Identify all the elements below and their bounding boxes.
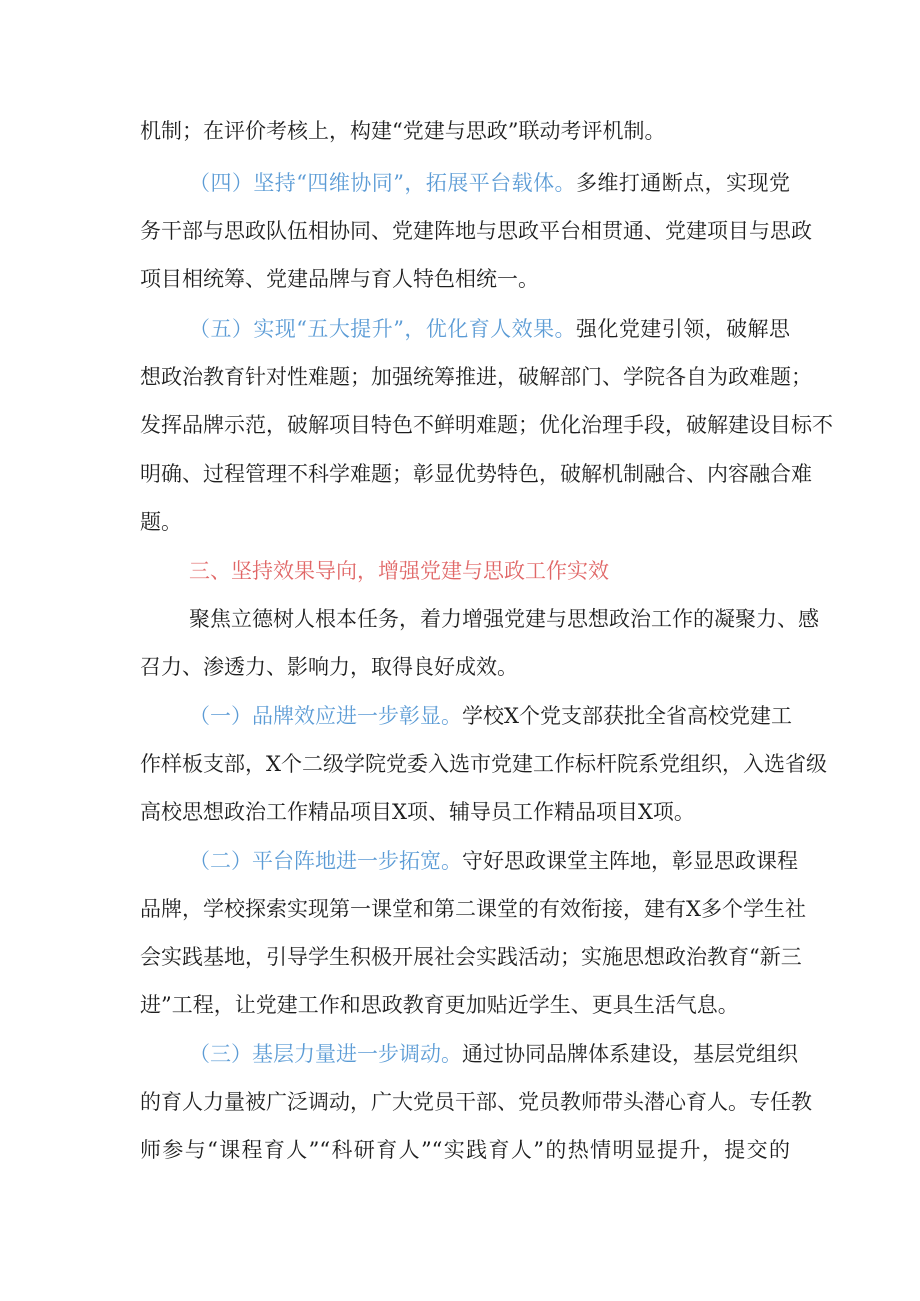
subheading-line (189, 701, 790, 731)
paragraph-line: 明确、过程管理不科学难题；彰显优势特色，破解机制融合、内容融合难 (140, 462, 812, 486)
paragraph-text: 多维打通断点，实现党 (575, 171, 790, 195)
paragraph-line: 的育人力量被广泛调动，广大党员干部、党员教师带头潜心育人。专任教 (140, 1090, 812, 1114)
paragraph-line: 聚焦立德树人根本任务，着力增强党建与思想政治工作的凝聚力、感 (189, 607, 819, 631)
paragraph-line: 机制；在评价考核上，构建“党建与思政”联动考评机制。 (140, 119, 666, 143)
paragraph-text: 通过协同品牌体系建设，基层党组织 (462, 1042, 798, 1066)
subheading-five: （五）实现“五大提升”，优化育人效果。 (189, 317, 576, 341)
paragraph-line: 项目相统筹、党建品牌与育人特色相统一。 (140, 267, 539, 291)
subheading-one: （一）品牌效应进一步彰显。 (189, 704, 462, 728)
paragraph-text: 强化党建引领，破解思 (575, 317, 790, 341)
subheading-three: （三）基层力量进一步调动。 (189, 1042, 462, 1066)
paragraph-line: 品牌，学校探索实现第一课堂和第二课堂的有效衔接，建有X多个学生社 (140, 897, 806, 921)
paragraph-text: 学校X个党支部获批全省高校党建工 (462, 704, 792, 728)
paragraph-line: 作样板支部，X个二级学院党委入选市党建工作标杆院系党组织，入选省级 (140, 752, 827, 776)
subheading-line (189, 1039, 798, 1069)
paragraph-line: 题。 (140, 510, 182, 534)
paragraph-line: 务干部与思政队伍相协同、党建阵地与思政平台相贯通、党建项目与思政 (140, 219, 812, 243)
paragraph-line: 进”工程，让党建工作和思政教育更加贴近学生、更具生活气息。 (140, 993, 739, 1017)
subheading-line (189, 168, 790, 198)
subheading-four: （四）坚持“四维协同”，拓展平台载体。 (189, 171, 576, 195)
paragraph-line: 会实践基地，引导学生积极开展社会实践活动；实施思想政治教育“新三 (140, 945, 802, 969)
paragraph-line: 想政治教育针对性难题；加强统筹推进，破解部门、学院各自为政难题； (140, 365, 812, 389)
section-heading: 三、坚持效果导向，增强党建与思政工作实效 (189, 559, 609, 583)
subheading-line (189, 314, 790, 344)
subheading-line (189, 846, 798, 876)
paragraph-line: 发挥品牌示范，破解项目特色不鲜明难题；优化治理手段，破解建设目标不 (140, 413, 833, 437)
subheading-two: （二）平台阵地进一步拓宽。 (189, 849, 462, 873)
paragraph-line: 师参与“课程育人”“科研育人”“实践育人”的热情明显提升，提交的 (140, 1138, 790, 1162)
paragraph-text: 守好思政课堂主阵地，彰显思政课程 (462, 849, 798, 873)
paragraph-line: 高校思想政治工作精品项目X项、辅导员工作精品项目X项。 (140, 800, 695, 824)
paragraph-line: 召力、渗透力、影响力，取得良好成效。 (140, 655, 518, 679)
